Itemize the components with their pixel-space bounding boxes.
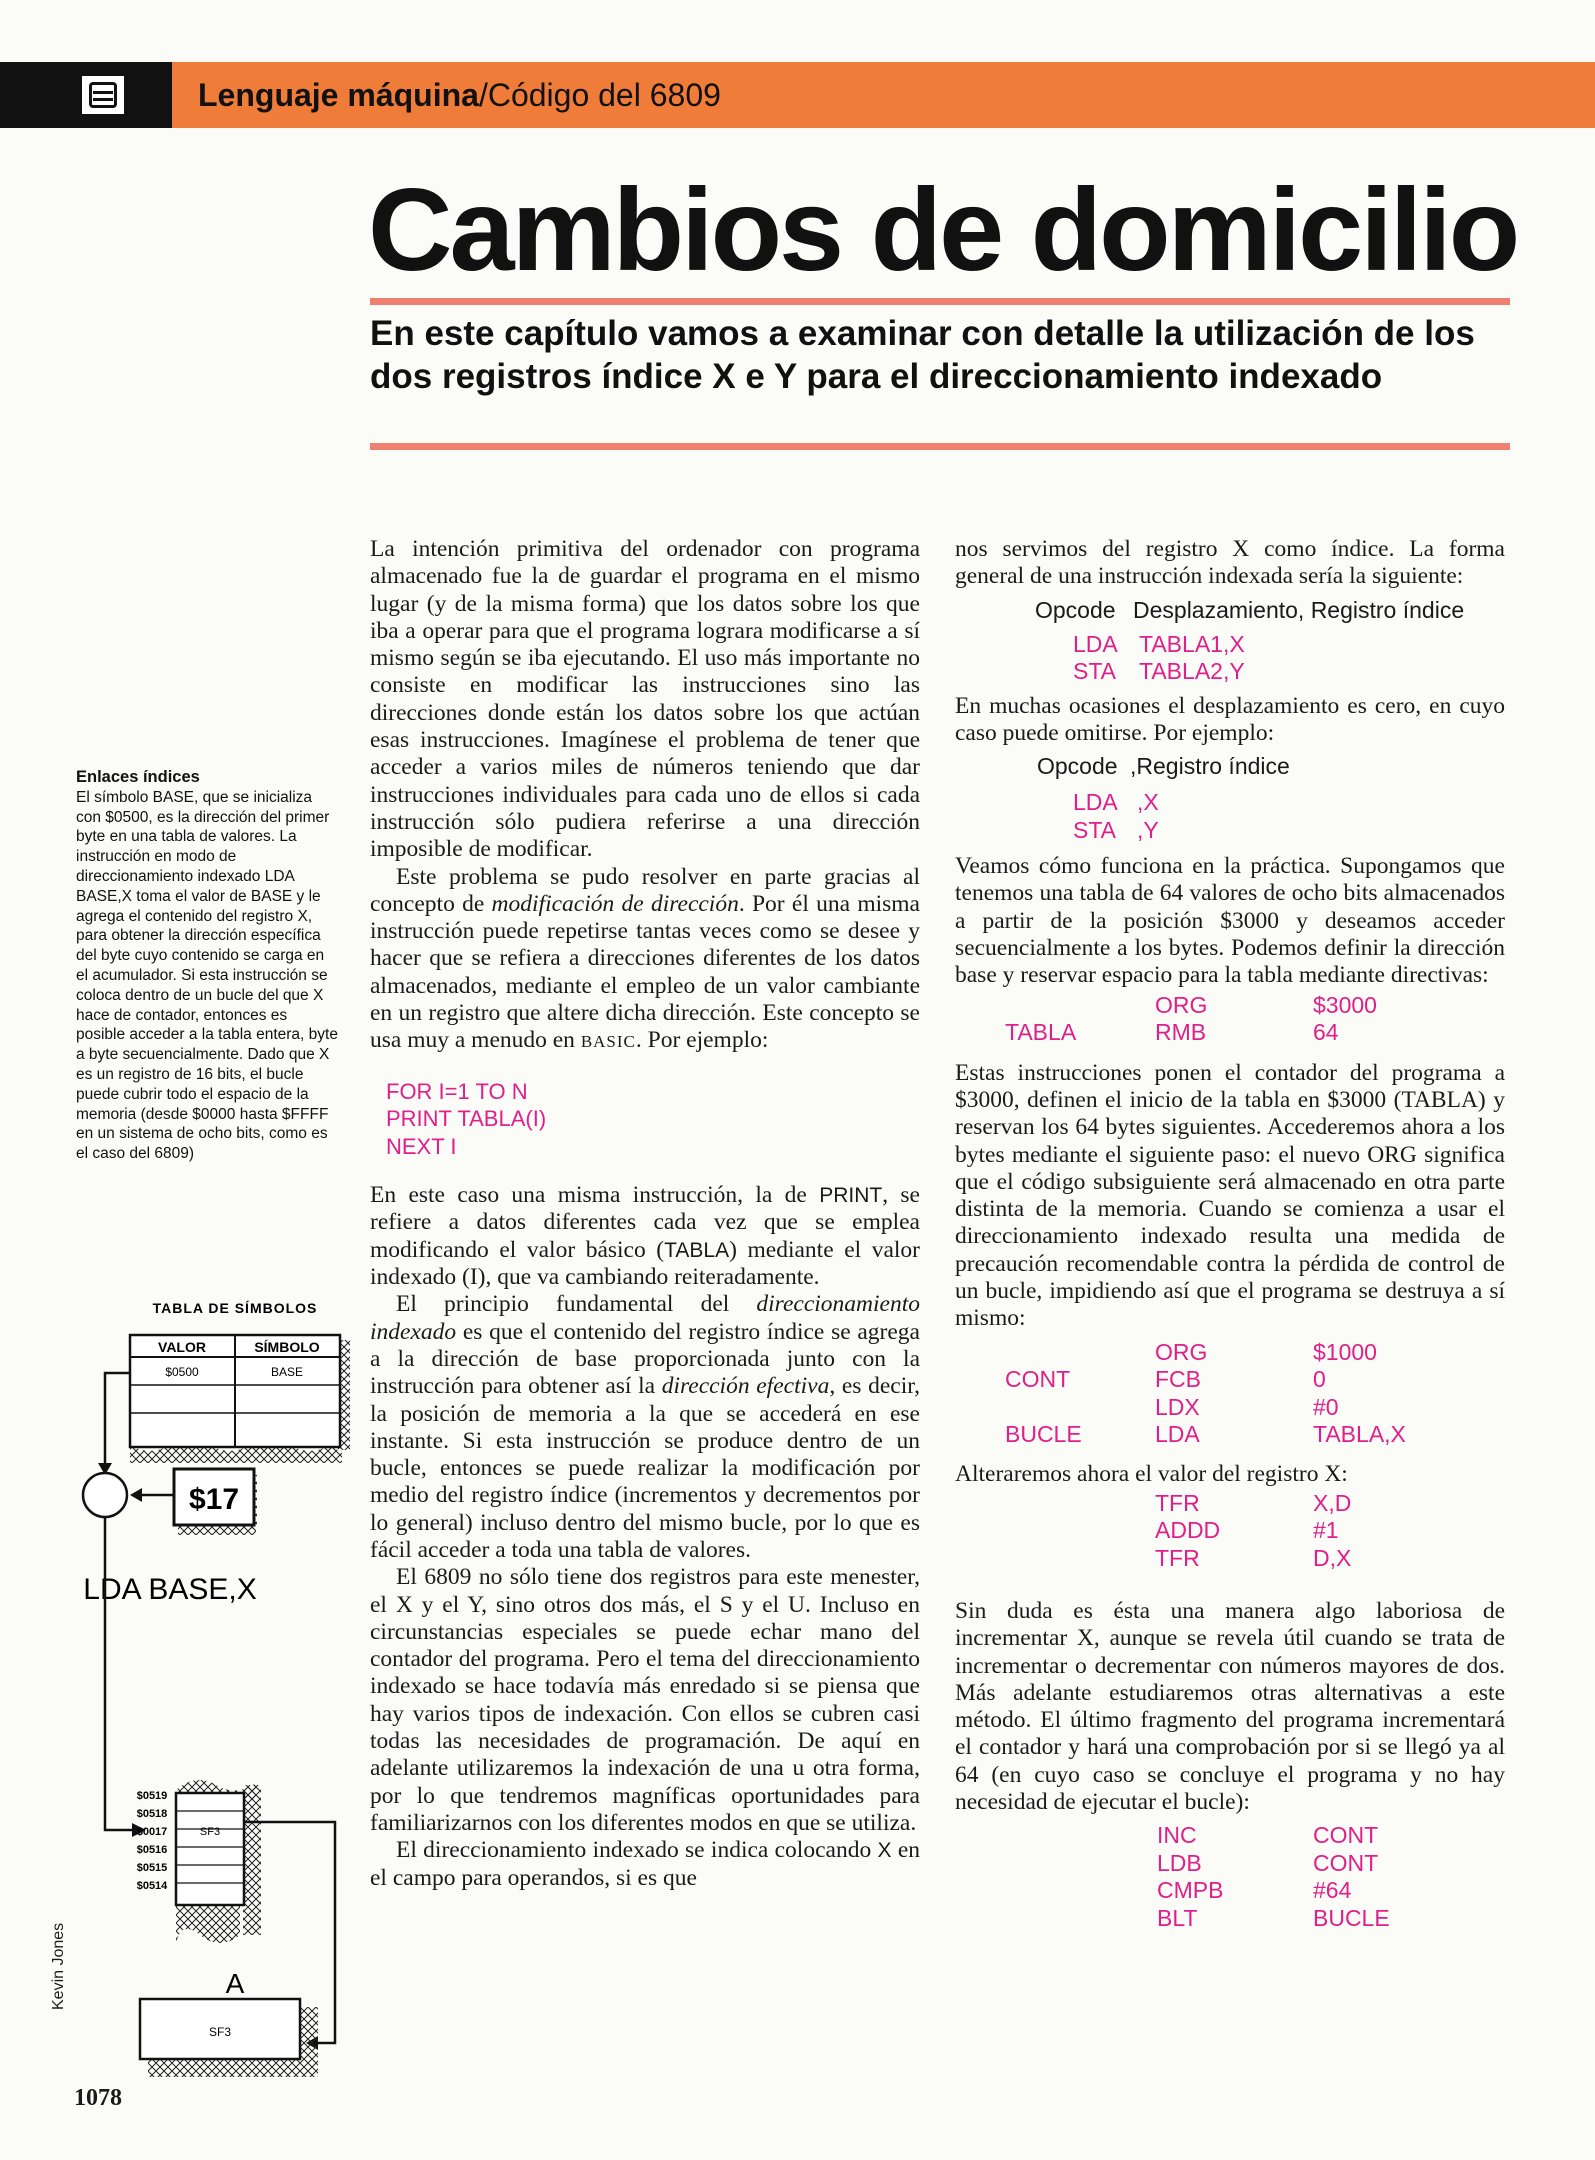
memory-address-5: $0514 xyxy=(136,1880,168,1892)
code-line: NEXT I xyxy=(386,1133,457,1159)
code-arg: BUCLE xyxy=(1313,1904,1390,1931)
effective-address-arrow xyxy=(105,1517,135,1830)
code-example-3 xyxy=(955,992,1505,1060)
code2-head-operand: ,Registro índice xyxy=(1130,753,1290,780)
col2-paragraph-1: nos servimos del registro X como índice. La forma general de una instrucción indexada sería la siguiente: xyxy=(955,536,1505,590)
memory-column xyxy=(176,1793,244,1905)
code-arg: CONT xyxy=(1313,1849,1379,1876)
symbol-table-symbol-cell: BASE xyxy=(270,1365,304,1379)
col2-paragraph-3: Veamos cómo funciona en la práctica. Supongamos que tenemos una tabla de 64 valores de ocho bits almacenados a partir de la posición $3000 y deseamos acceder secuencialmente a los bytes. Podemos definir la dirección base y reservar espacio para la tabla mediante directivas: xyxy=(955,853,1505,989)
code-arg: 64 xyxy=(1313,1019,1339,1046)
code-example-5 xyxy=(955,1490,1505,1598)
code-arg: CONT xyxy=(1313,1822,1379,1849)
code-op: ORG xyxy=(1155,991,1208,1018)
code-op: LDX xyxy=(1155,1393,1200,1420)
code-example-6 xyxy=(955,1822,1505,1934)
code-arg: TABLA,X xyxy=(1313,1421,1406,1448)
code-op: LDB xyxy=(1157,1849,1202,1876)
indexed-addressing-diagram xyxy=(60,1295,360,2085)
memory-cell-value: SF3 xyxy=(199,1826,221,1838)
code-op: INC xyxy=(1157,1822,1197,1849)
memory-address-0: $0519 xyxy=(136,1790,168,1802)
sidebar-heading: Enlaces índices xyxy=(76,768,200,786)
basic-code-block xyxy=(386,1078,920,1161)
code-arg: TABLA2,Y xyxy=(1139,658,1245,685)
col2-paragraph-6: Sin duda es ésta una manera algo laboriosa de incrementar X, aunque se revela útil cuando se trata de incrementar o decrementar con números mayores de dos. Más adelante estudiaremos otras alternativas a este método. El último fragmento del programa incrementará el contador y hará una comprobación por si se llegó ya al 64 (en cuyo caso se concluye el programa y no hay necesidad de ejecutar el bucle): xyxy=(955,1597,1505,1816)
code-line: FOR I=1 TO N xyxy=(386,1078,528,1104)
col1-paragraph-1: La intención primitiva del ordenador con programa almacenado fue la de guardar el programa en el mismo lugar (y de la misma forma) que los datos sobre los que iba a operar para que el programa lograra modificarse a sí mismo según se iba ejecutando. El uso más importante no consiste en modificar las instrucciones sino las direcciones donde están los datos sobre los que actúan esas instrucciones. Imagínese el problema de tener que acceder a varios miles de números teniendo que dar instrucciones individuales para cada uno de ellos si cada instrucción sólo pudiera referirse a una dirección imposible de modificar. xyxy=(370,536,920,863)
sidebar-text: El símbolo BASE, que se inicializa con $0500, es la dirección del primer byte en una tabla de valores. La instrucción en modo de direccionamiento indexado LDA BASE,X toma el valor de BASE y le agrega el contenido del registro X, para obtener la dirección específica del byte cuyo contenido se carga en el acumulador. Si esta instrucción se coloca dentro de un bucle del que X hace de contador, entonces es posible acceder a la tabla entera, byte a byte secuencialmente. Dado que X es un registro de 16 bits, el bucle puede cubrir todo el espacio de la memoria (desde $0000 hasta $FFFF en un sistema de ocho bits, como es el caso del 6809) xyxy=(76,788,338,1163)
code-arg: X,D xyxy=(1313,1489,1352,1516)
computer-icon xyxy=(78,72,128,118)
memory-address-3: $0516 xyxy=(136,1844,168,1856)
code-op: CMPB xyxy=(1157,1877,1224,1904)
code-op: LDA xyxy=(1155,1421,1200,1448)
code-arg: ,X xyxy=(1137,789,1159,816)
code-line: PRINT TABLA(I) xyxy=(386,1106,547,1132)
code1-head-opcode: Opcode xyxy=(1035,596,1116,623)
code-op: FCB xyxy=(1155,1366,1201,1393)
code-op: RMB xyxy=(1155,1019,1207,1046)
code-op: STA xyxy=(1073,816,1117,843)
page-subtitle: En este capítulo vamos a examinar con detalle la utilización de los dos registros índice X e Y para el direccionamiento indexado xyxy=(370,314,1475,396)
photo-credit: Kevin Jones xyxy=(50,1922,67,2010)
symbol-table-title: TABLA DE SÍMBOLOS xyxy=(152,1300,318,1316)
col1-paragraph-4: El principio fundamental del direccionamiento indexado es que el contenido del registro índice se agrega a la dirección de base proporcionada junto con la instrucción para obtener así la dirección efectiva, es decir, la posición de memoria a la que se accederá en ese instante. Si esta instrucción se produce dentro de un bucle, entonces se puede realizar la modificación por medio del registro índice (incrementos y decrementos por lo general) incluso dentro del mismo bucle, por lo que es fácil acceder a toda una tabla de valores. xyxy=(370,1291,921,1563)
title-rule-top xyxy=(370,298,1510,305)
code-arg: #1 xyxy=(1313,1517,1339,1544)
section-header xyxy=(198,70,721,120)
code-label: TABLA xyxy=(1005,1019,1077,1046)
memory-address-4: $0515 xyxy=(136,1862,168,1874)
code-arg: TABLA1,X xyxy=(1139,630,1245,657)
sidebar-note xyxy=(76,768,338,1164)
code-arg: $3000 xyxy=(1313,991,1377,1018)
code-arg: 0 xyxy=(1313,1366,1326,1393)
instruction-label: LDA BASE,X xyxy=(83,1573,257,1606)
code-op: STA xyxy=(1073,658,1117,685)
col1-paragraph-5: El 6809 no sólo tiene dos registros para este menester, el X y el Y, sino otros dos más, el S y el U. Incluso en circunstancias especiales se puede echar mano del contador del programa. Pero el tema del direccionamiento indexado se hace todavía más enredado si se piensa que hay varios tipos de indexación. Con ellos se cubren casi todas las necesidades de programación. De aquí en adelante utilizaremos la indexación de una u otra forma, por lo que tendremos magníficas oportunidades para familiarizarnos con los diferentes modos en que se utiliza. xyxy=(370,1564,920,1836)
code-op: TFR xyxy=(1155,1544,1200,1571)
col2-paragraph-5: Alteraremos ahora el valor del registro X: xyxy=(955,1460,1348,1487)
code-arg: $1000 xyxy=(1313,1338,1377,1365)
code-op: ADDD xyxy=(1155,1517,1221,1544)
code-arg: D,X xyxy=(1313,1544,1352,1571)
symbol-table-col-symbol: SÍMBOLO xyxy=(254,1339,320,1355)
code-arg: ,Y xyxy=(1137,816,1159,843)
title-rule-bottom xyxy=(370,443,1510,450)
memory-address-2: $0017 xyxy=(136,1826,168,1838)
code-example-4 xyxy=(955,1339,1505,1461)
col1-paragraph-2: Este problema se pudo resolver en parte gracias al concepto de modificación de dirección. Por él una misma instrucción puede repetirse tantas veces como se desee y hacer que se refiera a direcciones diferentes de los datos almacenados, mediante el empleo de un valor cambiante en un registro que altere dicha dirección. Este concepto se usa muy a menudo en BASIC. Por ejemplo: xyxy=(370,863,920,1054)
code-example-1 xyxy=(955,597,1505,693)
page-title: Cambios de domicilio xyxy=(368,164,1518,295)
section-header-rest: /Código del 6809 xyxy=(478,77,721,113)
memory-address-1: $0518 xyxy=(136,1808,168,1820)
col2-paragraph-2: En muchas ocasiones el desplazamiento es cero, en cuyo caso puede omitirse. Por ejemplo: xyxy=(955,692,1505,746)
code-op: ORG xyxy=(1155,1338,1208,1365)
code2-head-opcode: Opcode xyxy=(1037,753,1118,780)
index-register-value: $17 xyxy=(188,1483,240,1516)
code-op: TFR xyxy=(1155,1489,1200,1516)
col1-paragraph-3: En este caso una misma instrucción, la de PRINT, se refiere a datos diferentes cada vez que se emplea modificando el valor básico (TABLA) mediante el valor indexado (I), que va cambiando reiteradamente. xyxy=(370,1182,920,1291)
col2-paragraph-4: Estas instrucciones ponen el contador del programa a $3000, definen el inicio de la tabla en $3000 (TABLA) y reservan los 64 bytes siguientes. Accederemos ahora a los bytes mediante el siguiente paso: el nuevo ORG significa que el código subsiguiente será almacenado en otra parte distinta de la memoria. Cuando se comienza a usar el direccionamiento indexado resulta una medida de precaución recomendable contra la pérdida de control de un bucle, impidiendo así que el programa se destruya a sí mismo: xyxy=(955,1059,1505,1332)
page-number: 1078 xyxy=(74,2085,122,2111)
accumulator-label: A xyxy=(225,1968,245,1999)
section-header-bold: Lenguaje máquina xyxy=(198,77,479,113)
memory-side-hatch xyxy=(243,1785,261,1935)
code-arg: #0 xyxy=(1313,1393,1339,1420)
code1-head-operand: Desplazamiento, Registro índice xyxy=(1133,596,1465,623)
article-column-1 xyxy=(370,536,920,1892)
adder-circle xyxy=(83,1473,127,1517)
symbol-table-value-cell: $0500 xyxy=(165,1365,199,1379)
col1-paragraph-6: El direccionamiento indexado se indica colocando X en el campo para operandos, si es que xyxy=(370,1837,920,1891)
code-example-2 xyxy=(955,753,1505,853)
article-column-2 xyxy=(955,536,1505,1934)
code-op: LDA xyxy=(1073,789,1118,816)
code-op: LDA xyxy=(1073,630,1118,657)
code-label: BUCLE xyxy=(1005,1421,1082,1448)
accumulator-value: SF3 xyxy=(208,2025,232,2039)
code-label: CONT xyxy=(1005,1366,1071,1393)
code-arg: #64 xyxy=(1313,1877,1352,1904)
symbol-table-col-value: VALOR xyxy=(158,1339,206,1355)
code-op: BLT xyxy=(1157,1904,1198,1931)
